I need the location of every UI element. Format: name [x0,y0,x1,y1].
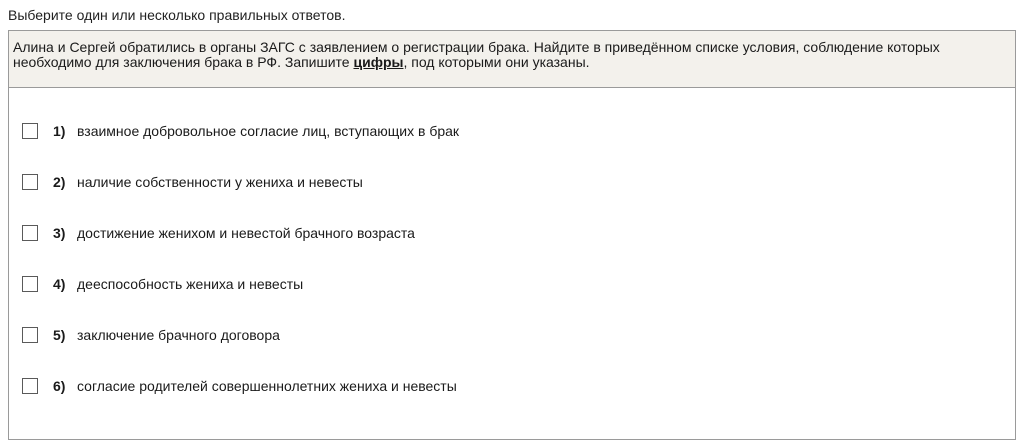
option-1-number: 1) [53,123,66,139]
option-2-checkbox[interactable] [22,174,38,190]
question-text [9,31,1015,88]
question-text-before: Алина и Сергей обратились в органы ЗАГС с заявлением о регистрации брака. Найдите в приведённом списке условия, соблюдение которых необходимо для заключения брака в РФ. Запишите [13,39,940,70]
option-3-label[interactable]: достижение женихом и невестой брачного возраста [77,225,415,241]
option-4-checkbox[interactable] [22,276,38,292]
option-3-checkbox[interactable] [22,225,38,241]
option-3-number: 3) [53,225,66,241]
option-6-checkbox[interactable] [22,378,38,394]
question-emphasis: цифры [353,54,404,70]
option-6-number: 6) [53,378,66,394]
option-4-label[interactable]: дееспособность жениха и невесты [77,276,304,292]
option-2-label[interactable]: наличие собственности у жениха и невесты [77,174,363,190]
instruction-text: Выберите один или несколько правильных ответов. [8,7,346,23]
task-box [8,30,1016,440]
option-5-label[interactable]: заключение брачного договора [77,327,280,343]
option-4-number: 4) [53,276,66,292]
option-1-label[interactable]: взаимное добровольное согласие лиц, вступающих в брак [77,123,460,139]
option-1-checkbox[interactable] [22,123,38,139]
question-text-after: , под которыми они указаны. [403,54,590,70]
option-2-number: 2) [53,174,66,190]
option-5-checkbox[interactable] [22,327,38,343]
option-6-label[interactable]: согласие родителей совершеннолетних жениха и невесты [77,378,457,394]
option-5-number: 5) [53,327,66,343]
